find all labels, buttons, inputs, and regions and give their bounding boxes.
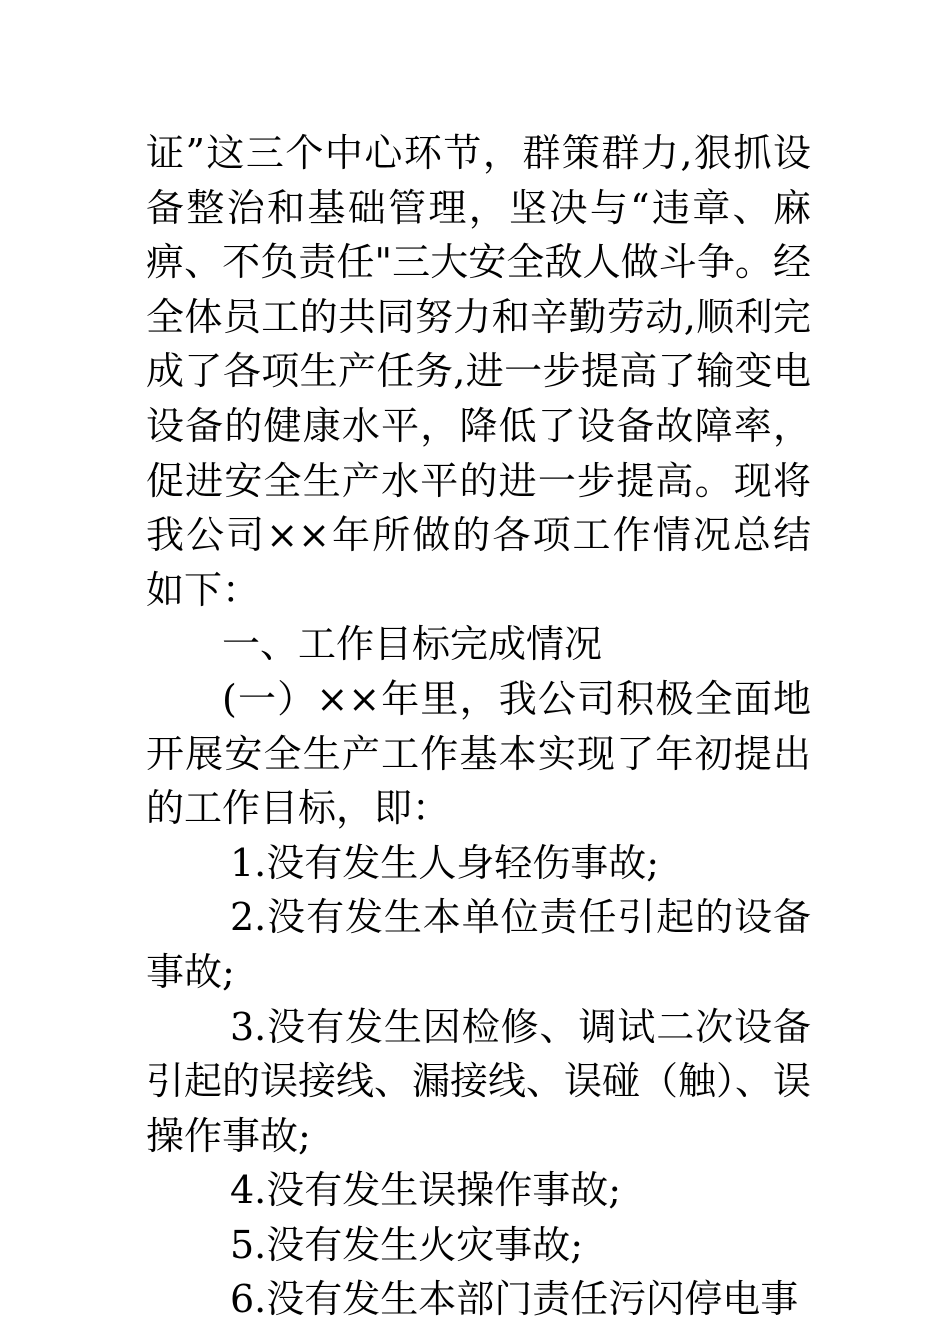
document-body <box>146 126 811 1327</box>
list-item: 6.没有发生本部门责任污闪停电事 <box>230 1277 799 1322</box>
list-item: 5.没有发生火灾事故; <box>230 1222 584 1267</box>
section-heading: 一、工作目标完成情况 <box>222 622 603 667</box>
paragraph-goals: (一）××年里，我公司积极全面地开展安全生产工作基本实现了年初提出的工作目标，即： <box>146 676 811 831</box>
list-item: 4.没有发生误操作事故; <box>230 1168 622 1213</box>
paragraph-intro-continued: 证”这三个中心环节，群策群力,狠抓设备整治和基础管理，坚决与“违章、麻痹、不负责任"三大安全敌人做斗争。经全体员工的共同努力和辛勤劳动,顺利完成了各项生产任务,进一步提高了输变电设备的健康水平，降低了设备故障率，促进安全生产水平的进一步提高。现将我公司××年所做的各项工作情况总结如下： <box>146 131 811 612</box>
list-item: 2.没有发生本单位责任引起的设备事故; <box>146 895 811 994</box>
list-item: 3.没有发生因检修、调试二次设备引起的误接线、漏接线、误碰（触）、误操作事故; <box>146 1004 812 1158</box>
list-item: 1.没有发生人身轻伤事故; <box>230 840 660 885</box>
